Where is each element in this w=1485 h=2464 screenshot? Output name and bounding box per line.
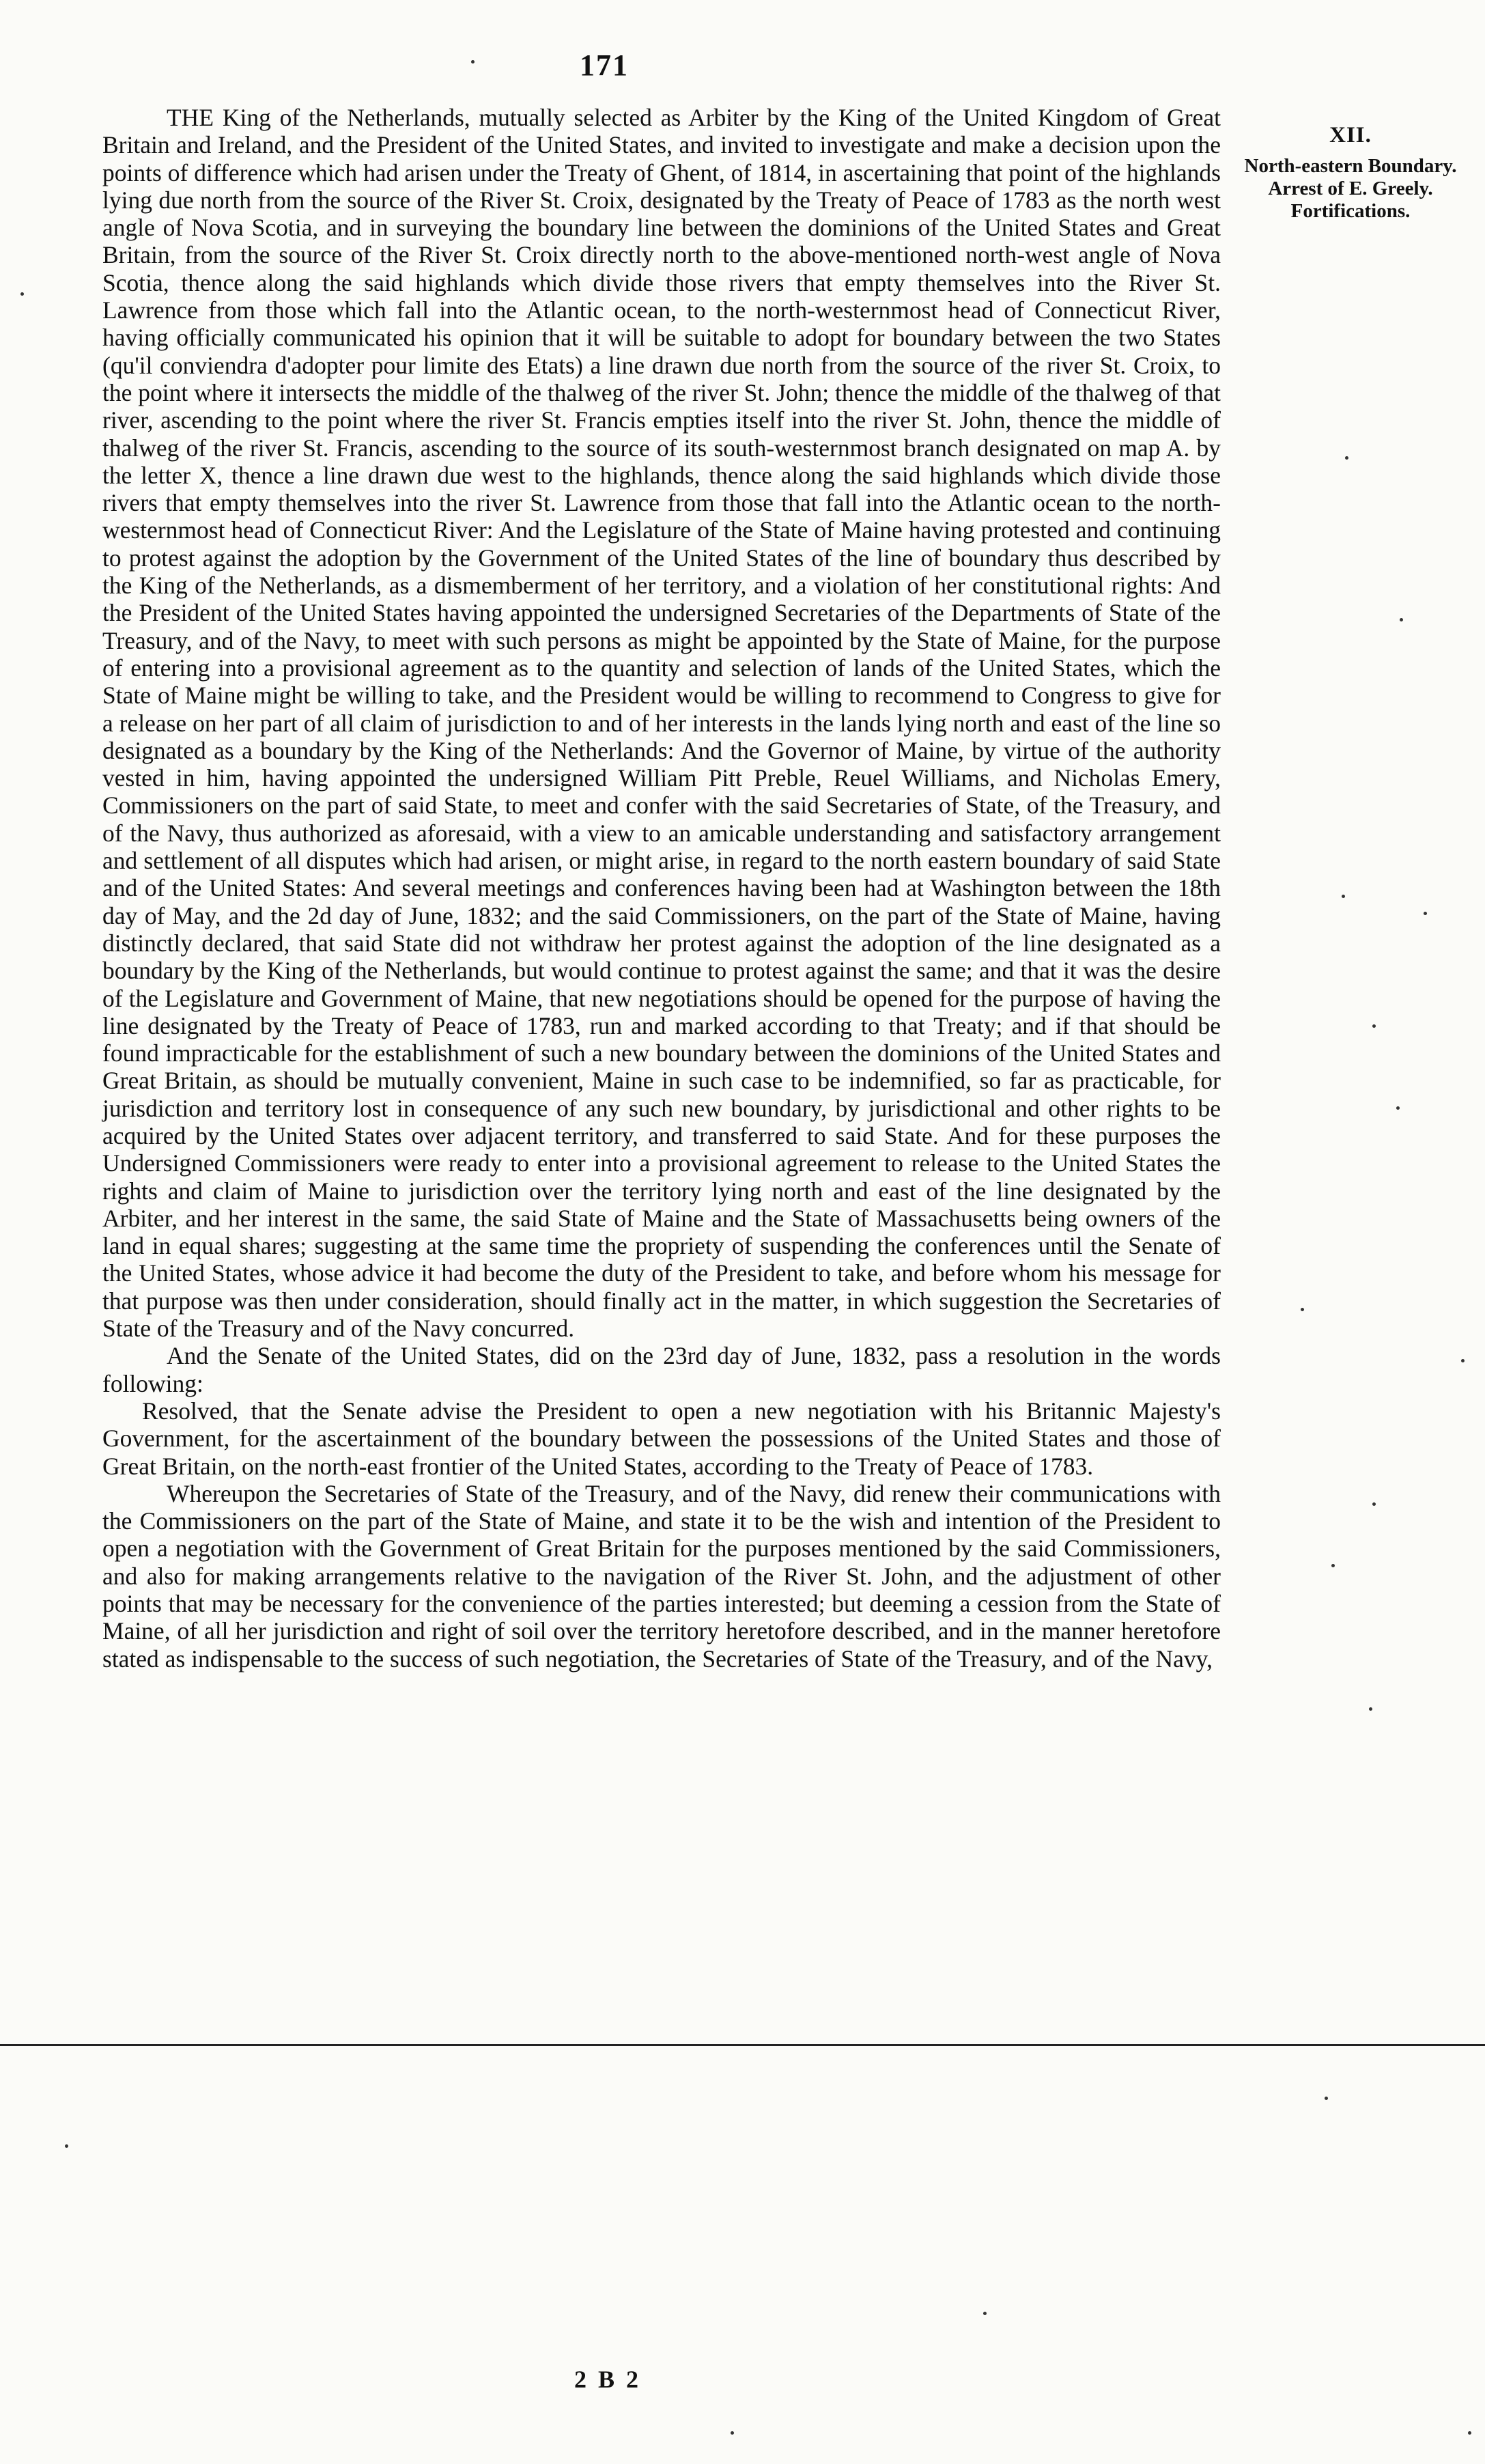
scan-speck (471, 60, 475, 64)
paragraph-whereupon: Whereupon the Secretaries of State of the Treasury, and of the Navy, did renew their communications with the Commissioners on the part of the State of Maine, and state it to be the wish and intention of the President to open a negotiation with the Government of Great Britain for the purposes mentioned by the said Commissioners, and also for making arrangements relative to the navigation of the River St. John, and the adjustment of other points that may be necessary for the convenience of the parties interested; but deeming a cession from the State of Maine, of all her jurisdiction and right of soil over the territory heretofore described, and in the manner heretofore stated as indispensable to the success of such negotiation, the Secretaries of State of the Treasury, and of the Navy, (102, 1479, 1221, 1672)
paragraph-resolution: Resolved, that the Senate advise the President to open a new negotiation with his Britannic Majesty's Government, for the ascertainment of the boundary between the possessions of the United States and those of Great Britain, on the north-east frontier of the United States, according to the Treaty of Peace of 1783. (102, 1397, 1221, 1480)
scan-speck (1400, 618, 1403, 621)
scan-speck (1301, 1308, 1304, 1311)
scan-speck (1372, 1024, 1376, 1028)
page-number: 171 (580, 48, 629, 82)
signature-mark: 2 B 2 (574, 2366, 641, 2393)
margin-note-fortifications: Fortifications. (1290, 200, 1411, 222)
margin-note-arrest: Arrest of E. Greely. (1268, 178, 1433, 199)
horizontal-rule (0, 2044, 1485, 2046)
scan-speck (20, 292, 24, 296)
scan-speck (65, 2144, 68, 2148)
margin-note-boundary: North-eastern Boundary. (1244, 155, 1457, 177)
scan-speck (1424, 912, 1427, 915)
paragraph-preamble: THE King of the Netherlands, mutually selected as Arbiter by the King of the United Kingdom of Great Britain and Ireland, and the President of the United States, and invited to investigate and make a decision upon the points of difference which had arisen under the Treaty of Ghent, of 1814, in ascertaining that point of the highlands lying due north from the source of the River St. Croix, designated by the Treaty of Peace of 1783 as the north west angle of Nova Scotia, and in surveying the boundary line between the dominions of the United States and Great Britain, from the source of the River St. Croix directly north to the above-mentioned north-west angle of Nova Scotia, thence along the said highlands which divide those rivers that empty themselves into the River St. Lawrence from those which fall into the Atlantic ocean, to the north-westernmost head of Connecticut River, having officially communicated his opinion that it will be suitable to adopt for boundary between the two States (qu'il conviendra d'adopter pour limite des Etats) a line drawn due north from the source of the river St. Croix, to the point where it intersects the middle of the thalweg of the river St. John; thence the middle of the thalweg of that river, ascending to the point where the river St. Francis empties itself into the river St. John, thence the middle of thalweg of the river St. Francis, ascending to the source of its south-westernmost branch designated on map A. by the letter X, thence a line drawn due west to the highlands, thence along the said highlands which divide those rivers that empty themselves into the river St. Lawrence from those that fall into the Atlantic ocean to the north-westernmost head of Connecticut River: And the Legislature of the State of Maine having protested and continuing to protest against the adoption by the Government of the United States of the line of boundary thus described by the King of the Netherlands, as a dismemberment of her territory, and a violation of her constitutional rights: And the President of the United States having appointed the undersigned Secretaries of the Departments of State of the Treasury, and of the Navy, to meet with such persons as might be appointed by the State of Maine, for the purpose of entering into a provisional agreement as to the quantity and selection of lands of the United States, which the State of Maine might be willing to take, and the President would be willing to recommend to Congress to give for a release on her part of all claim of jurisdiction to and of her interests in the lands lying north and east of the line so designated as a boundary by the King of the Netherlands: And the Governor of Maine, by virtue of the authority vested in him, having appointed the undersigned William Pitt Preble, Reuel Williams, and Nicholas Emery, Commissioners on the part of said State, to meet and confer with the said Secretaries of State, of the Treasury, and of the Navy, thus authorized as aforesaid, with a view to an amicable understanding and satisfactory arrangement and settlement of all disputes which had arisen, or might arise, in regard to the north eastern boundary of said State and of the United States: And several meetings and conferences having been had at Washington between the 18th day of May, and the 2d day of June, 1832; and the said Commissioners, on the part of the State of Maine, having distinctly declared, that said State did not withdraw her protest against the adoption of the line designated as a boundary by the King of the Netherlands, but would continue to protest against the same; and that it was the desire of the Legislature and Government of Maine, that new negotiations should be opened for the purpose of having the line designated by the Treaty of Peace of 1783, run and marked according to that Treaty; and if that should be found impracticable for the establishment of such a new boundary between the dominions of the United States and Great Britain, as should be mutually convenient, Maine in such case to be indemnified, so far as practicable, for jurisdiction and territory lost in consequence of any such new boundary, by jurisdictional and other rights to be acquired by the United States over adjacent territory, and transferred to said State. And for these purposes the Undersigned Commissioners were ready to enter into a provisional agreement to release to the United States the rights and claim of Maine to jurisdiction over the territory lying north and east of the line designated by the Arbiter, and her interest in the same, the said State of Maine and the State of Massachusetts being owners of the land in equal shares; suggesting at the same time the propriety of suspending the conferences until the Senate of the United States, whose advice it had become the duty of the President to take, and before whom his message for that purpose was then under consideration, should finally act in the matter, in which suggestion the Secretaries of State of the Treasury and of the Navy concurred. (102, 104, 1221, 1343)
scan-speck (1372, 1502, 1376, 1506)
margin-notes (1228, 124, 1473, 223)
scan-speck (1396, 1106, 1400, 1110)
scan-speck (1345, 456, 1348, 460)
paragraph-senate: And the Senate of the United States, did on the 23rd day of June, 1832, pass a resolution in the words following: (102, 1342, 1221, 1397)
scan-speck (1461, 1359, 1465, 1362)
section-number: XII. (1329, 123, 1372, 148)
main-text (102, 104, 1221, 1672)
scan-speck (1331, 1564, 1335, 1567)
scan-speck (1369, 1707, 1372, 1711)
scan-speck (1342, 895, 1345, 898)
scan-speck (1468, 2431, 1471, 2435)
scan-speck (1325, 2097, 1328, 2100)
scan-speck (983, 2312, 987, 2315)
scan-speck (731, 2431, 734, 2435)
